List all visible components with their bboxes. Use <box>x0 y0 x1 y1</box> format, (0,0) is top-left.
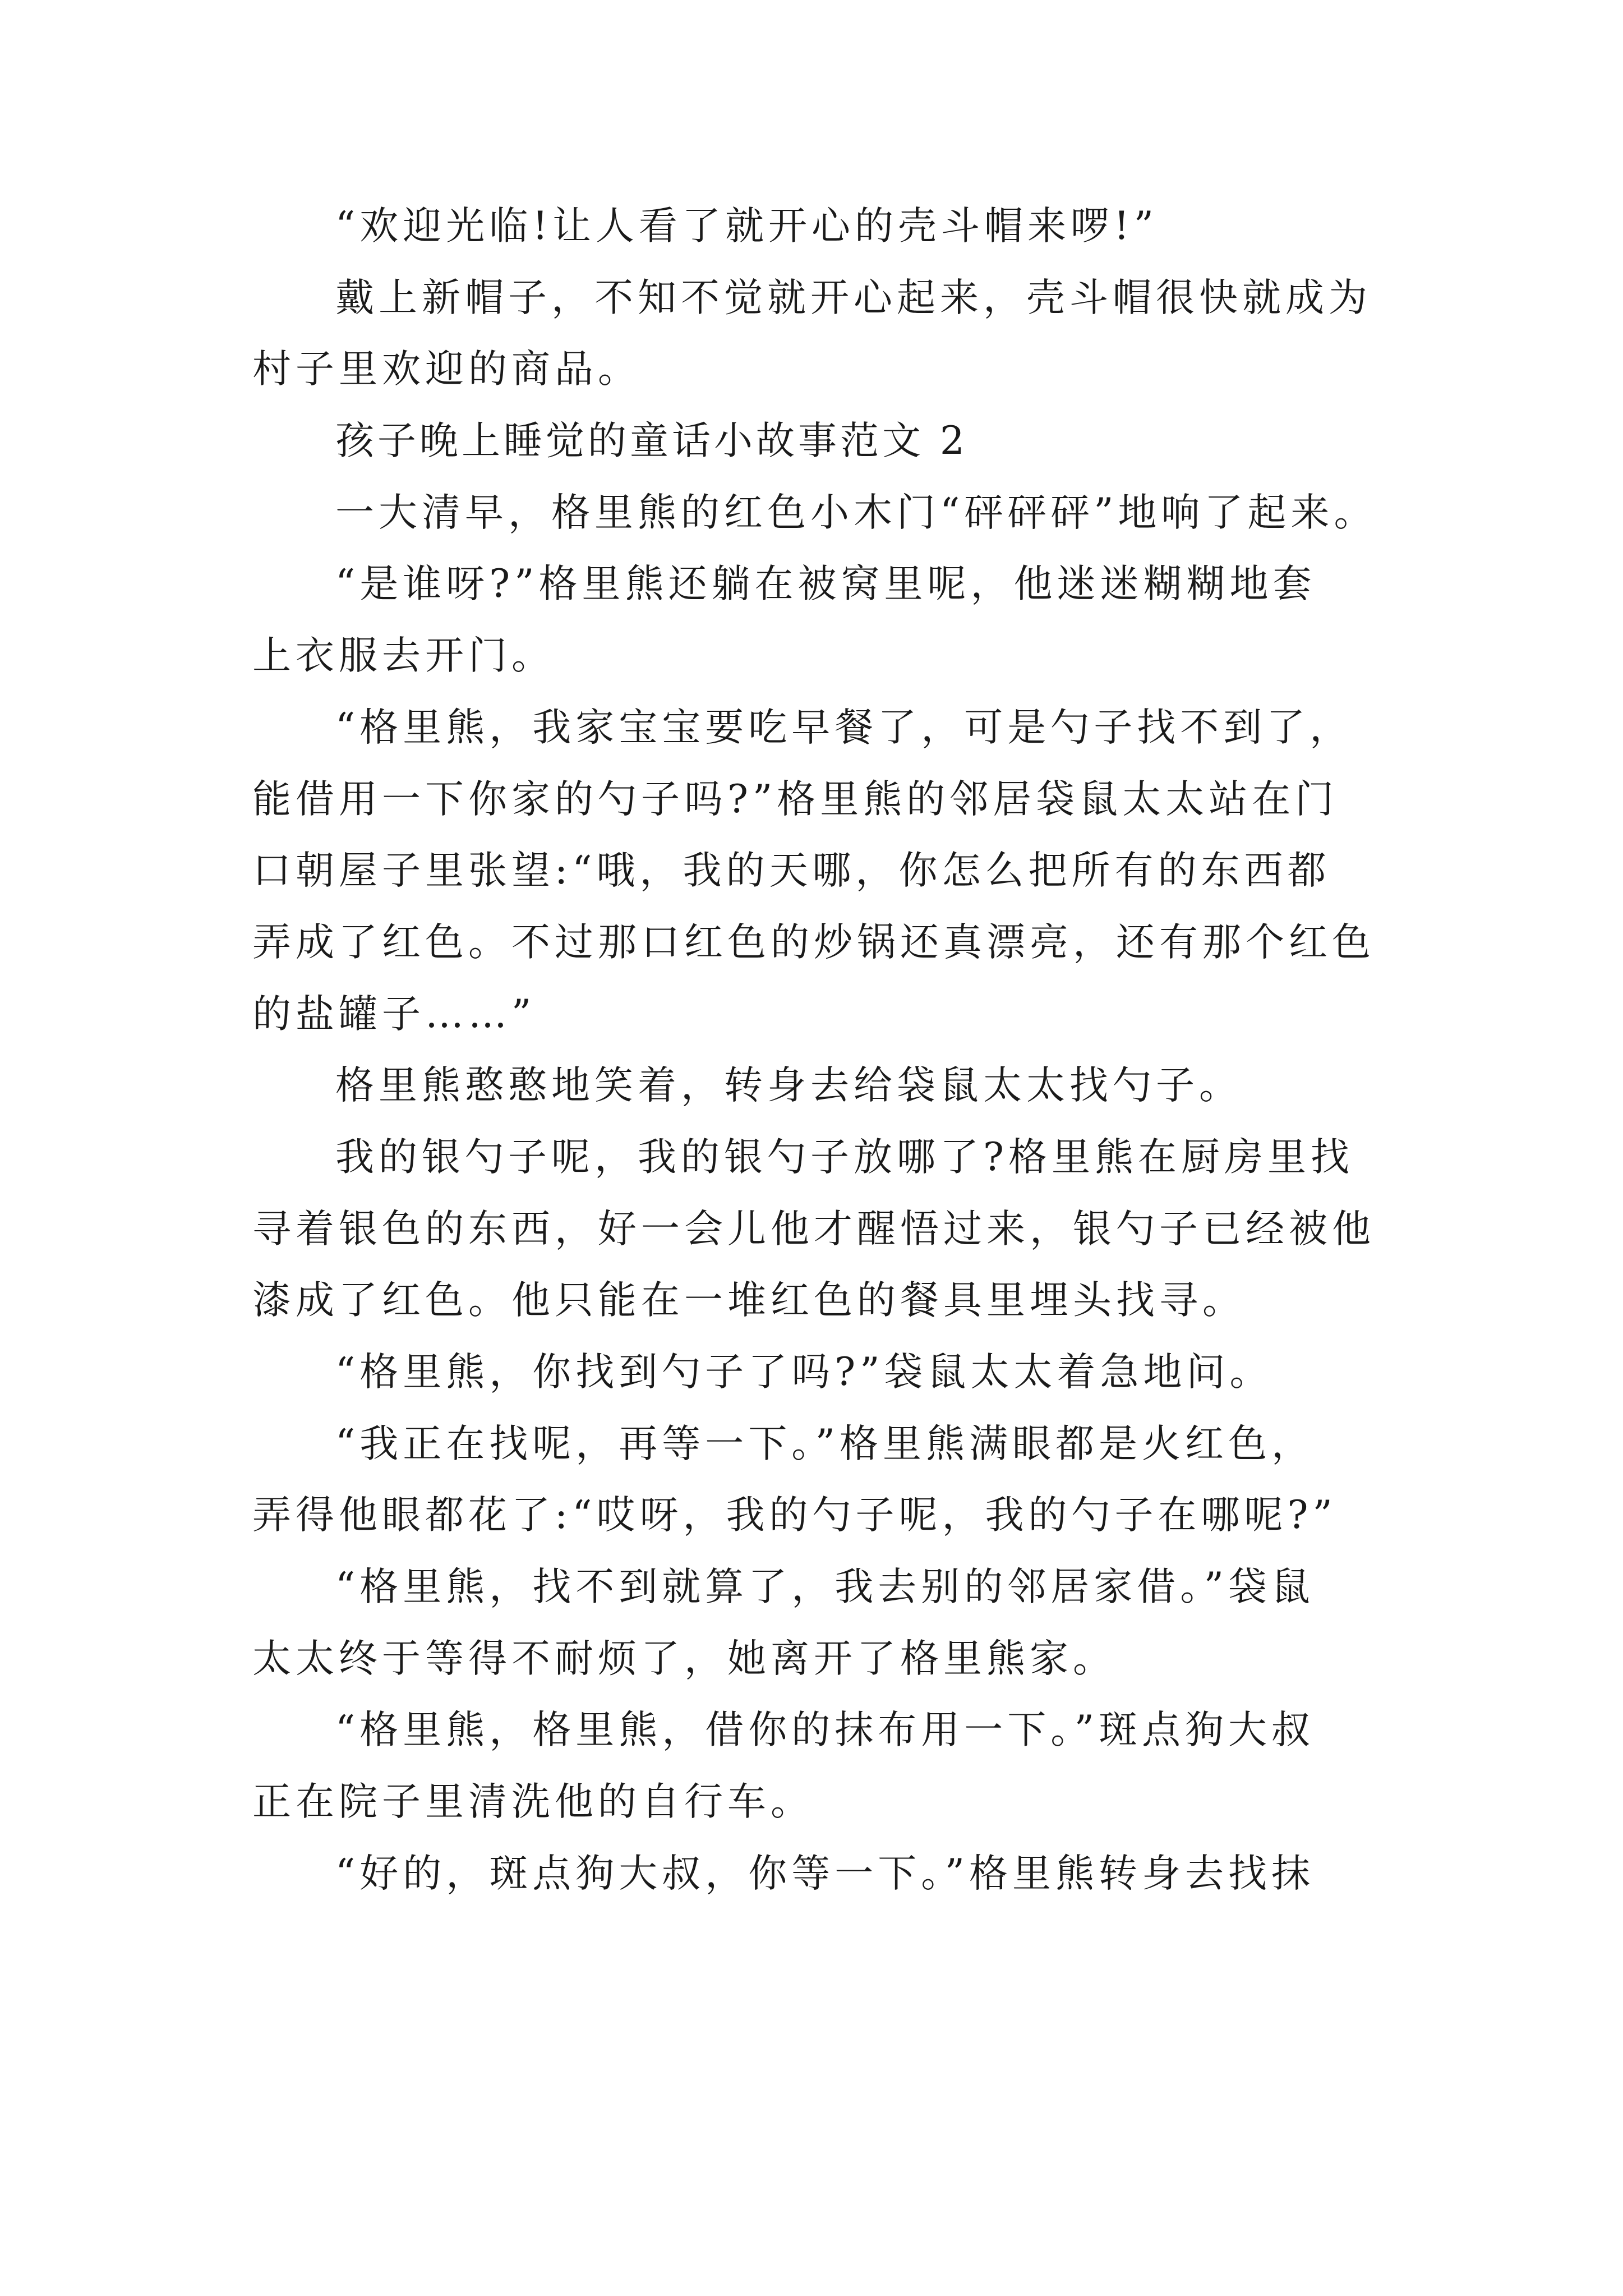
paragraph-line: 口朝屋子里张望:“哦，我的天哪，你怎么把所有的东西都 <box>252 848 1331 894</box>
paragraph-line: “是谁呀?”格里熊还躺在被窝里呢，他迷迷糊糊地套 <box>335 562 1316 607</box>
paragraph-line: 弄成了红色。不过那口红色的炒锅还真漂亮，还有那个红色 <box>252 919 1375 965</box>
paragraph-line: “好的，斑点狗大叔，你等一下。”格里熊转身去找抹 <box>335 1851 1315 1896</box>
paragraph-line: 我的银勺子呢，我的银勺子放哪了?格里熊在厨房里找 <box>335 1134 1354 1180</box>
paragraph-line: 寻着银色的东西，好一会儿他才醒悟过来，银勺子已经被他 <box>252 1206 1375 1251</box>
paragraph-line: “我正在找呢，再等一下。”格里熊满眼都是火红色， <box>335 1421 1315 1466</box>
paragraph-line: 弄得他眼都花了:“哎呀，我的勺子呢，我的勺子在哪呢?” <box>252 1493 1337 1538</box>
paragraph-line: 戴上新帽子，不知不觉就开心起来，壳斗帽很快就成为 <box>335 275 1372 320</box>
paragraph-line: “欢迎光临!让人看了就开心的壳斗帽来啰!” <box>335 204 1159 249</box>
paragraph-line: “格里熊，你找到勺子了吗?”袋鼠太太着急地问。 <box>335 1350 1273 1395</box>
paragraph-line: 漆成了红色。他只能在一堆红色的餐具里埋头找寻。 <box>252 1278 1246 1323</box>
paragraph-line: 一大清早，格里熊的红色小木门“砰砰砰”地响了起来。 <box>335 490 1377 535</box>
paragraph-line: “格里熊，找不到就算了，我去别的邻居家借。”袋鼠 <box>335 1565 1315 1610</box>
paragraph-line: 上衣服去开门。 <box>252 633 555 679</box>
section-heading: 孩子晚上睡觉的童话小故事范文 2 <box>335 418 968 464</box>
paragraph-line: “格里熊，格里熊，借你的抹布用一下。”斑点狗大叔 <box>335 1708 1315 1753</box>
paragraph-line: 的盐罐子……” <box>252 991 536 1037</box>
paragraph-line: “格里熊，我家宝宝要吃早餐了，可是勺子找不到了， <box>335 705 1353 750</box>
paragraph-line: 太太终于等得不耐烦了，她离开了格里熊家。 <box>252 1636 1116 1681</box>
paragraph-line: 能借用一下你家的勺子吗?”格里熊的邻居袋鼠太太站在门 <box>252 776 1339 822</box>
paragraph-line: 村子里欢迎的商品。 <box>252 347 641 392</box>
document-body <box>252 191 1396 1910</box>
paragraph-line: 正在院子里清洗他的自行车。 <box>252 1779 814 1825</box>
paragraph-line: 格里熊憨憨地笑着，转身去给袋鼠太太找勺子。 <box>335 1063 1242 1108</box>
